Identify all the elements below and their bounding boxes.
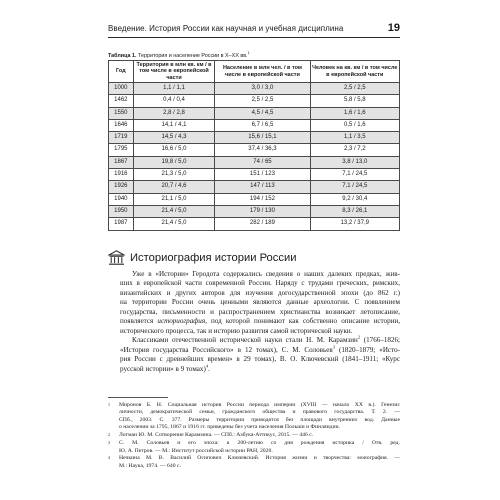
cell-territory: 21,3 / 5,0 (133, 169, 215, 181)
cell-territory: 2,8 / 2,8 (133, 107, 215, 119)
footnote-ref: 2 (357, 334, 361, 340)
running-header-title: Введение. История России как научная и учебная дисциплина (108, 24, 344, 33)
cell-year: 1550 (109, 107, 134, 119)
header-year: Год (109, 61, 134, 83)
text-line-mixed (108, 346, 400, 355)
footnote-divider (108, 397, 168, 398)
footnote-line: СПб., 2003. С. 377. Размеры территории приводятся без площади внутренних вод. Данные (119, 416, 400, 423)
table-caption (108, 51, 400, 59)
cell-population: 15,6 / 15,1 (215, 132, 310, 144)
cell-density: 8,3 / 26,1 (310, 205, 399, 217)
cell-territory: 14,1 / 4,1 (133, 119, 215, 131)
header-density: Человек на кв. км / в том числе в европейской части (310, 61, 399, 83)
footnote (108, 402, 400, 432)
cell-population: 37,4 / 36,3 (215, 144, 310, 156)
table-row (109, 107, 400, 119)
cell-year: 1000 (109, 83, 134, 95)
cell-territory: 1,1 / 1,1 (133, 83, 215, 95)
text-line: исторического процесса, так и историю развития самой исторической науки. (120, 326, 353, 335)
cell-population: 2,5 / 2,5 (215, 95, 310, 107)
cell-density: 2,5 / 2,5 (310, 83, 399, 95)
table-row (109, 156, 400, 168)
territory-population-table (108, 60, 400, 231)
table-row (109, 193, 400, 205)
footnote-line: Лотман Ю. М. Сотворение Карамзина. — СПб.: Азбука-Аттикус, 2015. — 446 с. (119, 432, 314, 439)
cell-population: 74 / 65 (215, 156, 310, 168)
cell-density: 2,3 / 7,2 (310, 144, 399, 156)
cell-population: 4,5 / 4,5 (215, 107, 310, 119)
term-italic: историография (157, 317, 206, 326)
table-row (109, 169, 400, 181)
table-row (109, 205, 400, 217)
cell-year: 1940 (109, 193, 134, 205)
footnote-ref: 3 (332, 344, 335, 350)
page-number: 19 (387, 22, 400, 34)
cell-territory: 14,5 / 4,3 (133, 132, 215, 144)
footnote-line: С. М. Соловьев и его эпоха: к 200-летию со дня рождения историка / Отв. ред. (119, 440, 400, 447)
cell-density: 1,6 / 1,6 (310, 107, 399, 119)
text-line-mixed (108, 336, 400, 345)
text-run: «История государства Российского» в 12 томах), С. М. Соловьев (120, 345, 333, 354)
table-row (109, 144, 400, 156)
cell-territory: 21,4 / 5,0 (133, 218, 215, 230)
text-line: на территории России очень ценными являются данные археологии. С появлением (120, 298, 400, 307)
text-line-mixed (108, 365, 400, 374)
table-row (109, 218, 400, 230)
header-territory: Территория в млн кв. км / в том числе в европейской части (133, 61, 215, 83)
footnote-ref: 4 (205, 363, 209, 369)
cell-density: 0,5 / 1,6 (310, 119, 399, 131)
section-heading (108, 250, 400, 266)
text-line: ших в европейской части современной России. Наряду с трудами греческих, римских, (120, 279, 400, 288)
footnote-line: о населении за 1795, 1867 и 1916 гг. приведены без учета населения Польши и Финляндии. (119, 424, 341, 431)
text-line: государства, письменности и распространением христианства возникает летописание, (120, 307, 400, 316)
cell-population: 6,7 / 6,5 (215, 119, 310, 131)
text-line-mixed (108, 317, 400, 326)
table-row (109, 181, 400, 193)
footnote-line: Ю. А. Петров. — М.: Институт российской истории РАН, 2020. (119, 447, 273, 454)
text-line: византийских и других авторов для изучения догосударственной эпохи (до 862 г.) (120, 288, 400, 297)
table-header-row (109, 61, 400, 83)
header-population: Население в млн чел. / в том числе в европейской части (215, 61, 310, 83)
cell-year: 1867 (109, 156, 134, 168)
table-body (109, 83, 400, 231)
cell-year: 1950 (109, 205, 134, 217)
cell-density: 5,8 / 5,8 (310, 95, 399, 107)
cell-territory: 16,6 / 5,0 (133, 144, 215, 156)
cell-year: 1987 (109, 218, 134, 230)
table-row (109, 132, 400, 144)
footnote (108, 432, 400, 439)
footnote (108, 455, 400, 470)
cell-territory: 20,7 / 4,6 (133, 181, 215, 193)
cell-density: 1,1 / 3,5 (310, 132, 399, 144)
cell-year: 1795 (109, 144, 134, 156)
cell-density: 13,2 / 37,9 (310, 218, 399, 230)
cell-population: 151 / 123 (215, 169, 310, 181)
cell-population: 194 / 152 (215, 193, 310, 205)
cell-population: 147 / 113 (215, 181, 310, 193)
cell-year: 1926 (109, 181, 134, 193)
section-title: Историография истории России (130, 252, 297, 264)
text-line: рия России с древнейших времен» в 29 томах), В. О. Ключевский (1841–1911; «Курс (120, 355, 400, 364)
footnote-mark: 2 (108, 431, 110, 437)
text-line: Уже в «Истории» Геродота содержались сведения о наших далеких предках, жив- (132, 270, 400, 278)
cell-territory: 21,4 / 5,0 (133, 205, 215, 217)
table-row (109, 83, 400, 95)
table-caption-footnote-mark: 1 (247, 51, 250, 55)
cell-year: 1719 (109, 132, 134, 144)
footnote-line: Нечкина М. В. Василий Осипович Ключевский. История жизни и творчества: монография. — (119, 455, 400, 462)
footnote-line: М.: Наука, 1974. — 640 с. (119, 462, 181, 469)
cell-density: 3,8 / 13,0 (310, 156, 399, 168)
cell-density: 7,1 / 24,5 (310, 169, 399, 181)
footnote-mark: 3 (108, 439, 110, 445)
text-run: . (208, 364, 210, 373)
cell-territory: 0,4 / 0,4 (133, 95, 215, 107)
cell-population: 179 / 130 (215, 205, 310, 217)
cell-year: 1646 (109, 119, 134, 131)
text-run: , под которой понимают как собственно описание истории, (205, 317, 400, 326)
body-text (108, 270, 400, 374)
cell-population: 3,0 / 3,0 (215, 83, 310, 95)
footnote-line: Миронов Б. Н. Социальная история России периода империи (XVIII — начало XX в.). Генезис (119, 402, 400, 408)
table-caption-label: Таблица 1. (108, 52, 137, 59)
paragraph (108, 270, 400, 336)
cell-year: 1916 (109, 169, 134, 181)
text-run: (1766–1826; (360, 336, 401, 345)
table-row (109, 119, 400, 131)
text-run: появляется (120, 317, 158, 326)
running-header (108, 22, 400, 38)
footnotes (108, 402, 400, 471)
footnote-line: личности, демократической семьи, гражданского общества и правового государства. Т. 2. — (119, 409, 400, 416)
text-run: Классиками отечественной исторической науки стали Н. М. Карамзин (132, 336, 358, 345)
text-run: (1820–1879; «Исто- (334, 345, 401, 354)
table-caption-text: Территория и население России в X–XX вв. (136, 52, 248, 59)
footnote-mark: 4 (108, 454, 110, 460)
footnote (108, 440, 400, 455)
library-building-icon (108, 250, 125, 266)
text-run: русской истории» в 9 томах) (120, 364, 206, 373)
cell-density: 9,2 / 30,4 (310, 193, 399, 205)
cell-territory: 19,8 / 5,0 (133, 156, 215, 168)
cell-territory: 21,1 / 5,0 (133, 193, 215, 205)
paragraph (108, 336, 400, 374)
cell-population: 282 / 189 (215, 218, 310, 230)
cell-density: 7,1 / 24,5 (310, 181, 399, 193)
cell-year: 1462 (109, 95, 134, 107)
footnote-mark: 1 (108, 401, 110, 407)
table-row (109, 95, 400, 107)
